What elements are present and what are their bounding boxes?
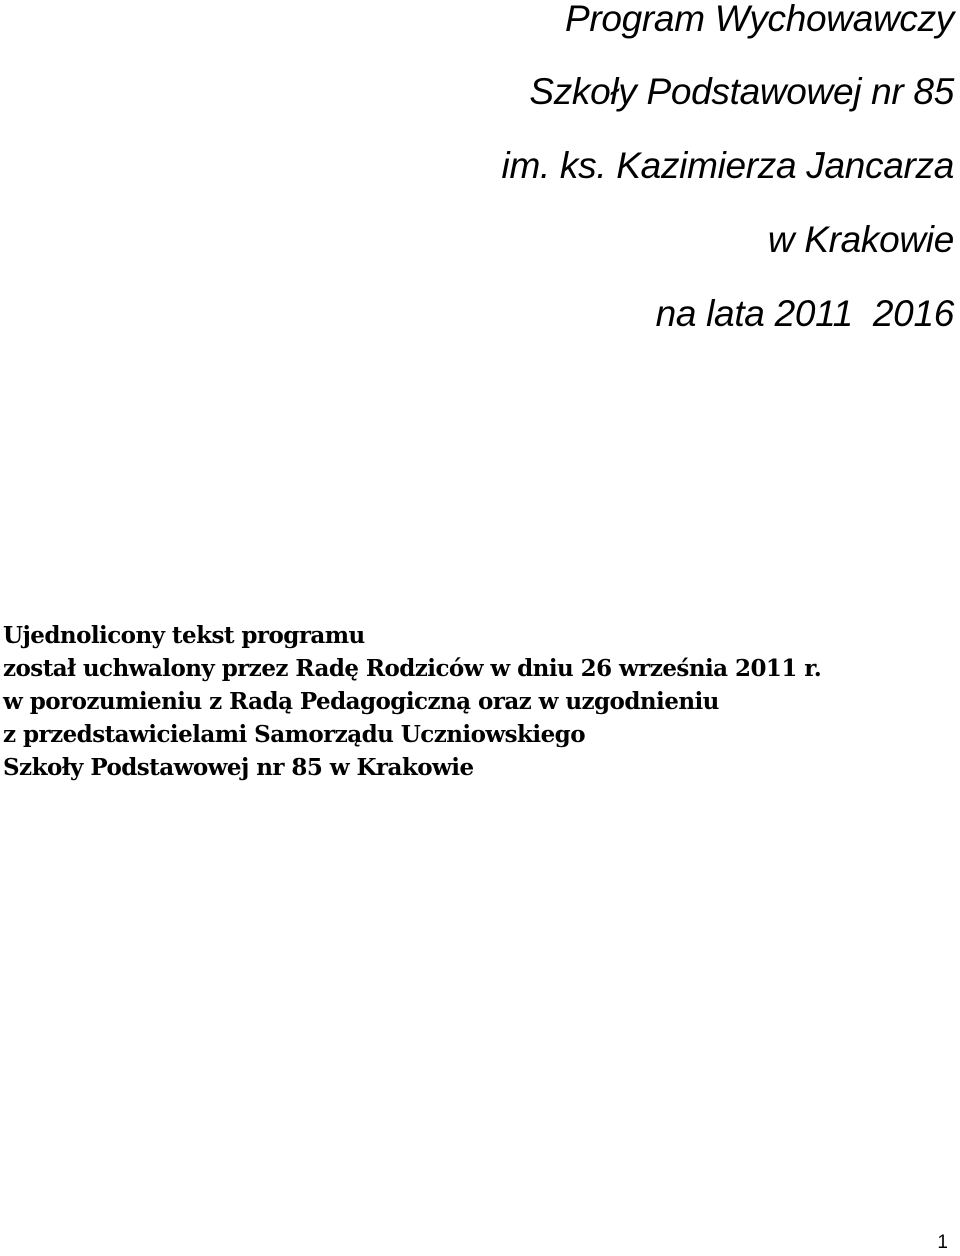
title-years: na lata 2011 2016 bbox=[655, 293, 954, 334]
statement-line-1: Ujednolicony tekst programu bbox=[3, 622, 365, 649]
title-school-name: Szkoły Podstawowej nr 85 bbox=[529, 71, 954, 112]
page-number: 1 bbox=[937, 1232, 948, 1253]
adoption-statement bbox=[3, 619, 821, 784]
statement-line-4: z przedstawicielami Samorządu Uczniowskiego bbox=[3, 721, 585, 748]
title-school-patron: im. ks. Kazimierza Jancarza bbox=[501, 145, 954, 186]
statement-line-5: Szkoły Podstawowej nr 85 w Krakowie bbox=[3, 754, 474, 781]
title-city: w Krakowie bbox=[767, 219, 954, 260]
title-program-name: Program Wychowawczy bbox=[564, 0, 954, 39]
statement-line-3: w porozumieniu z Radą Pedagogiczną oraz w uzgodnieniu bbox=[3, 688, 719, 715]
statement-line-2: został uchwalony przez Radę Rodziców w dniu 26 września 2011 r. bbox=[3, 655, 822, 682]
